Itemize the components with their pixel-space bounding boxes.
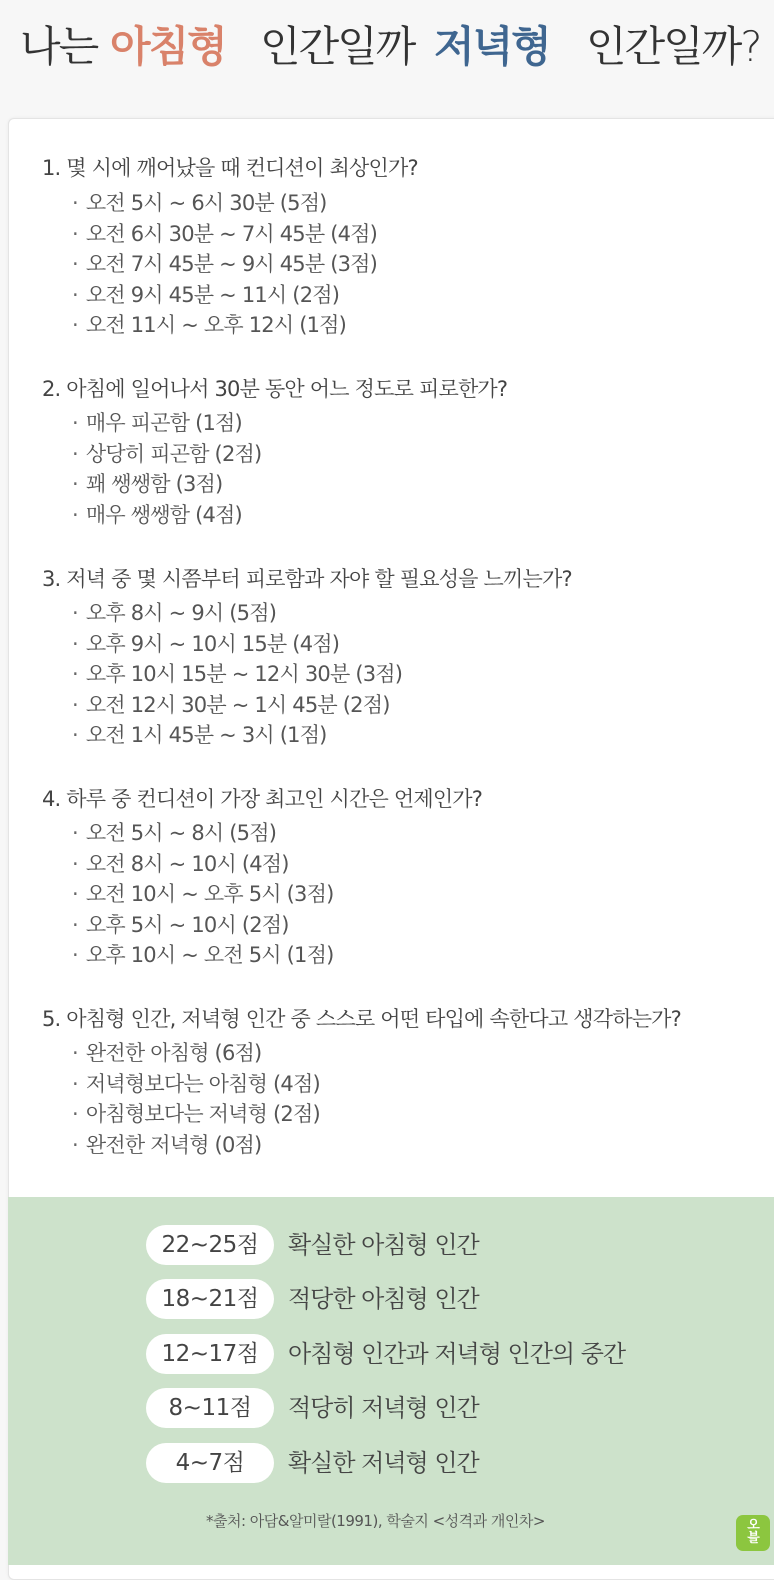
result-label: 적당한 아침형 인간 <box>288 1285 479 1313</box>
title-middle: 인간일까 <box>260 22 415 71</box>
option: · 오후 10시 ~ 오전 5시 (1점) <box>72 940 334 971</box>
question-4-options <box>72 818 334 971</box>
option: · 오전 12시 30분 ~ 1시 45분 (2점) <box>72 690 402 721</box>
option: · 오후 5시 ~ 10시 (2점) <box>72 910 334 941</box>
title-morning: 아침형 <box>110 22 226 71</box>
logo-line-2: 블 <box>747 1531 759 1546</box>
option: · 오후 10시 15분 ~ 12시 30분 (3점) <box>72 659 402 690</box>
option: · 완전한 저녁형 (0점) <box>72 1130 320 1161</box>
score-range-badge: 18~21점 <box>146 1279 274 1319</box>
question-3: 3. 저녁 중 몇 시쯤부터 피로함과 자야 할 필요성을 느끼는가? <box>42 567 572 591</box>
result-label: 아침형 인간과 저녁형 인간의 중간 <box>288 1340 626 1368</box>
option: · 오전 6시 30분 ~ 7시 45분 (4점) <box>72 219 377 250</box>
question-1-options <box>72 188 377 341</box>
source-citation: *출처: 아담&알미랄(1991), 학술지 <성격과 개인차> <box>206 1512 545 1530</box>
score-range-badge: 12~17점 <box>146 1334 274 1374</box>
option: · 꽤 쌩쌩함 (3점) <box>72 469 261 500</box>
option: · 완전한 아침형 (6점) <box>72 1038 320 1069</box>
page-title <box>0 0 774 95</box>
option: · 오전 11시 ~ 오후 12시 (1점) <box>72 310 377 341</box>
option: · 아침형보다는 저녁형 (2점) <box>72 1099 320 1130</box>
option: · 오전 9시 45분 ~ 11시 (2점) <box>72 280 377 311</box>
question-2-options <box>72 408 261 530</box>
option: · 상당히 피곤함 (2점) <box>72 439 261 470</box>
results-panel <box>8 1197 774 1565</box>
score-range-badge: 4~7점 <box>146 1443 274 1483</box>
question-4: 4. 하루 중 컨디션이 가장 최고인 시간은 언제인가? <box>42 787 483 811</box>
option: · 오전 7시 45분 ~ 9시 45분 (3점) <box>72 249 377 280</box>
brand-logo-icon <box>736 1515 770 1551</box>
option: · 매우 쌩쌩함 (4점) <box>72 500 261 531</box>
option: · 오전 10시 ~ 오후 5시 (3점) <box>72 879 334 910</box>
option: · 저녁형보다는 아침형 (4점) <box>72 1069 320 1100</box>
question-5-options <box>72 1038 320 1160</box>
result-label: 확실한 아침형 인간 <box>288 1231 479 1259</box>
question-3-options <box>72 598 402 751</box>
option: · 오전 5시 ~ 6시 30분 (5점) <box>72 188 377 219</box>
question-2: 2. 아침에 일어나서 30분 동안 어느 정도로 피로한가? <box>42 377 508 401</box>
option: · 오전 8시 ~ 10시 (4점) <box>72 849 334 880</box>
option: · 매우 피곤함 (1점) <box>72 408 261 439</box>
option: · 오후 8시 ~ 9시 (5점) <box>72 598 402 629</box>
score-range-badge: 8~11점 <box>146 1388 274 1428</box>
option: · 오전 5시 ~ 8시 (5점) <box>72 818 334 849</box>
question-5: 5. 아침형 인간, 저녁형 인간 중 스스로 어떤 타입에 속한다고 생각하는가? <box>42 1007 682 1031</box>
title-prefix: 나는 <box>20 22 98 71</box>
result-label: 확실한 저녁형 인간 <box>288 1449 479 1477</box>
logo-line-1: 오 <box>747 1518 759 1533</box>
option: · 오후 9시 ~ 10시 15분 (4점) <box>72 629 402 660</box>
title-evening: 저녁형 <box>434 22 550 71</box>
result-label: 적당히 저녁형 인간 <box>288 1394 479 1422</box>
title-suffix: 인간일까? <box>586 22 761 71</box>
question-1: 1. 몇 시에 깨어났을 때 컨디션이 최상인가? <box>42 156 418 180</box>
option: · 오전 1시 45분 ~ 3시 (1점) <box>72 720 402 751</box>
score-range-badge: 22~25점 <box>146 1225 274 1265</box>
